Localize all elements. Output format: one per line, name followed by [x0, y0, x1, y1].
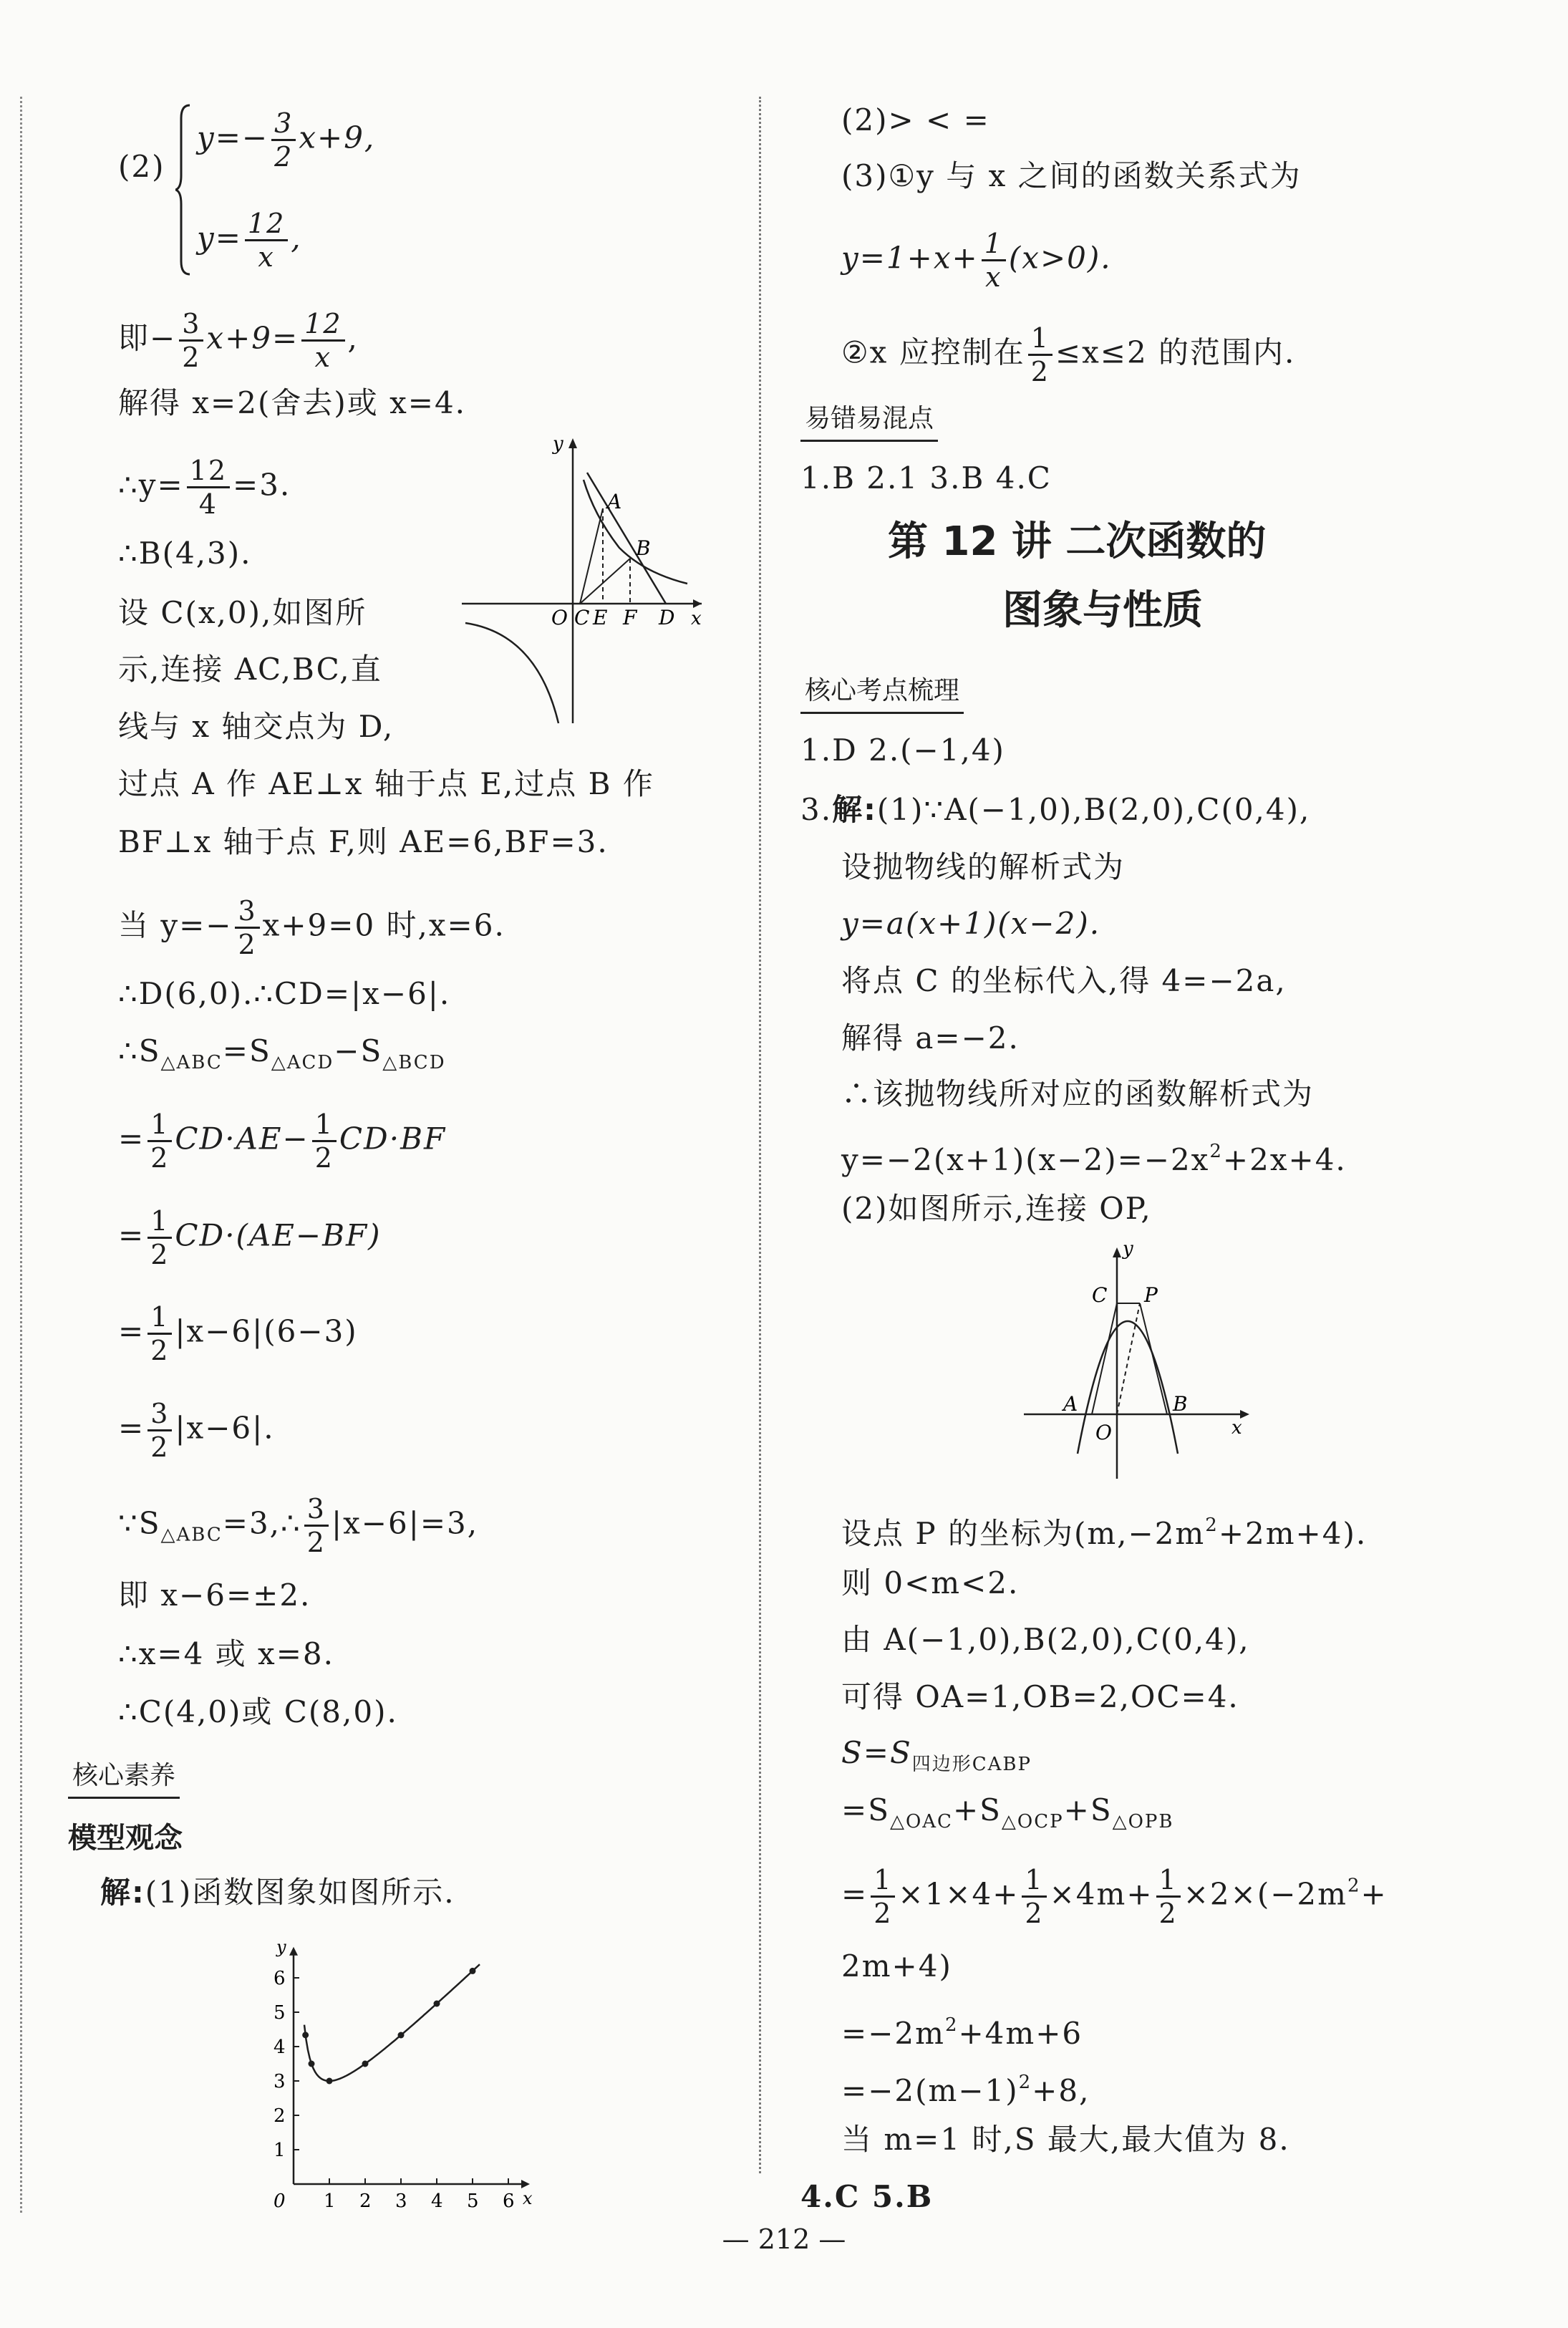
text-jiede: 解得 x=2(舍去)或 x=4.	[118, 385, 467, 420]
data-point	[362, 2061, 369, 2067]
data-point	[326, 2078, 333, 2085]
text-r-you: 由 A(−1,0),B(2,0),C(0,4),	[841, 1622, 1250, 1657]
text-guo2: BF⊥x 轴于点 F,则 AE=6,BF=3.	[118, 824, 609, 859]
y-tick-label: 6	[274, 1968, 286, 1989]
text-xian: 线与 x 轴交点为 D,	[118, 709, 395, 744]
eq-r4: y=1+x+ $\frac{1}{x}$ (x>0).	[841, 228, 1112, 293]
fig1-x-label: x	[691, 608, 702, 629]
fig1-D: D	[659, 606, 675, 629]
eq-r-yfinal: $y=-2(x+1)(x-2)=-2x^2+2x+4$.	[841, 1141, 1347, 1177]
text-B: ∴B(4,3).	[118, 536, 252, 571]
fig1-O: O	[551, 606, 568, 629]
x-axis-label: x	[523, 2188, 533, 2208]
data-point	[398, 2032, 405, 2039]
section-model-concept: 模型观念	[68, 1822, 183, 1855]
fig1-B: B	[636, 536, 651, 560]
eq-y3: ∴y= $\frac{12}{4}$ =3.	[118, 455, 291, 520]
left-margin-rule	[20, 97, 22, 2213]
text-r2: (2)> < =	[841, 102, 990, 137]
x-tick-label: 4	[431, 2191, 443, 2212]
heading-error-prone: 易错易混点	[800, 401, 938, 442]
figure-hyperbola	[451, 430, 709, 730]
eq-r-S2: $=S_{\triangle OAC}+S_{\triangle OCP}+S_{\triangle OPB}$	[841, 1792, 1174, 1832]
x-tick-label: 6	[503, 2191, 515, 2212]
text-r-2: (2)如图所示,连接 OP,	[841, 1191, 1152, 1226]
fig1-y-label: y	[553, 433, 563, 455]
text-r-ya: y=a(x+1)(x−2).	[841, 906, 1101, 941]
eq-e1: = $\frac{1}{2}$ CD·AE− $\frac{1}{2}$ CD·BF	[118, 1109, 447, 1174]
eq-ji: 即− $\frac{3}{2}$ x+9= $\frac{12}{x}$ ,	[118, 308, 359, 373]
text-r-kede: 可得 OA=1,OB=2,OC=4.	[841, 1679, 1239, 1714]
text-r-she: 设抛物线的解析式为	[841, 849, 1126, 884]
text-shi: 示,连接 AC,BC,直	[118, 652, 382, 687]
x-tick-label: 3	[395, 2191, 407, 2212]
data-point	[434, 2001, 440, 2007]
segment-PB	[1140, 1303, 1167, 1414]
y-tick-label: 3	[274, 2071, 286, 2092]
y-tick-label: 2	[274, 2105, 286, 2127]
answers-1: 1.B 2.1 3.B 4.C	[800, 460, 1052, 496]
fig1-A: A	[607, 490, 622, 513]
hyperbola-branch-2	[465, 623, 558, 723]
x-tick-label: 1	[324, 2191, 336, 2212]
left-brace	[175, 104, 191, 276]
eq-e2: = $\frac{1}{2}$ CD·(AE−BF)	[118, 1205, 382, 1270]
eq-r-S: $S=S_{四边形CABP}$	[841, 1735, 1032, 1775]
text-x48: ∴x=4 或 x=8.	[118, 1636, 334, 1671]
y-axis-label: y	[276, 1936, 286, 1957]
fig1-F: F	[623, 606, 637, 629]
y-tick-label: 1	[274, 2140, 286, 2161]
text-jie1: 解:(1)函数图象如图所示.	[100, 1875, 455, 1910]
line-BC	[580, 559, 630, 604]
fig1-C: C	[574, 606, 590, 629]
parabola	[1078, 1321, 1178, 1454]
system-eq1: y=− $\frac{3}{2}$ x+9,	[197, 107, 376, 173]
function-curve	[304, 1964, 480, 2081]
y-tick-label: 5	[274, 2002, 286, 2024]
eq-e4: = $\frac{3}{2}$ |x−6|.	[118, 1398, 275, 1463]
figure-function-graph	[251, 1926, 551, 2213]
system-eq2: y= $\frac{12}{x}$ ,	[197, 208, 302, 273]
x-tick-label: 5	[467, 2191, 479, 2212]
text-r3-solution: 3.解:(1)∵A(−1,0),B(2,0),C(0,4),	[800, 792, 1311, 827]
origin-label: 0	[274, 2191, 286, 2212]
heading-core-points: 核心考点梳理	[800, 673, 964, 714]
text-r-jie: 解得 a=−2.	[841, 1020, 1020, 1056]
heading-core-literacy: 核心素养	[68, 1758, 180, 1799]
answers-3: 4.C 5.B	[800, 2179, 934, 2214]
eq-r-S5: $=-2m^2+4m+6$	[841, 2014, 1083, 2051]
fig2-C: C	[1092, 1283, 1108, 1307]
eq-e3: = $\frac{1}{2}$ |x−6|(6−3)	[118, 1301, 358, 1366]
system-label: (2)	[118, 149, 165, 184]
eq-r-P: 设点 P 的坐标为$(m,-2m^2+2m+4)$.	[841, 1515, 1368, 1551]
eq-r-S3: = $\frac{1}{2}$ ×1×4+ $\frac{1}{2}$ ×4m+ $\frac{1}{2}$ $\times 2\times(-2m^2+$	[841, 1864, 1388, 1929]
lecture-title-line2: 图象与性质	[1002, 587, 1203, 634]
x-axis-arrow	[521, 2180, 530, 2188]
text-C: ∴C(4,0)或 C(8,0).	[118, 1694, 398, 1729]
eq-r-S6: $=-2(m-1)^2+8$,	[841, 2072, 1090, 2108]
fig2-P: P	[1144, 1283, 1158, 1307]
x-tick-label: 2	[359, 2191, 372, 2212]
text-r-jiang: 将点 C 的坐标代入,得 4=−2a,	[841, 963, 1287, 998]
text-ji2: 即 x−6=±2.	[118, 1578, 311, 1613]
text-r3: (3)①y 与 x 之间的函数关系式为	[841, 158, 1302, 193]
column-divider	[759, 97, 761, 2173]
data-point	[302, 2032, 309, 2038]
text-r-gai: ∴该抛物线所对应的函数解析式为	[841, 1076, 1315, 1111]
y-axis-arrow	[289, 1947, 298, 1956]
text-guo1: 过点 A 作 AE⊥x 轴于点 E,过点 B 作	[118, 766, 654, 801]
text-r-ze: 则 0<m<2.	[841, 1565, 1020, 1600]
eq-because: $\because S_{\triangle ABC}=3,\therefore$ $\frac{3}{2}$ |x−6|=3,	[118, 1493, 479, 1558]
fig2-B: B	[1173, 1392, 1188, 1416]
text-D: ∴D(6,0).∴CD=|x−6|.	[118, 976, 451, 1011]
fig1-E: E	[593, 606, 608, 629]
eq-r-S4: 2m+4)	[841, 1948, 952, 1984]
text-she: 设 C(x,0),如图所	[118, 595, 367, 630]
line-AD	[587, 473, 666, 604]
fig2-O: O	[1095, 1421, 1112, 1444]
page-number: — 212 —	[722, 2223, 846, 2255]
data-point	[309, 2061, 315, 2067]
answers-2: 1.D 2.(−1,4)	[800, 733, 1005, 768]
lecture-title-line1: 第 12 讲 二次函数的	[888, 518, 1267, 565]
segment-OP	[1117, 1303, 1140, 1414]
data-point	[470, 1968, 476, 1974]
figure-parabola	[1017, 1239, 1260, 1489]
eq-r5: ②x 应控制在 $\frac{1}{2}$ ≤x≤2 的范围内.	[841, 322, 1296, 387]
line-AC	[580, 508, 603, 604]
fig2-x-label: x	[1231, 1417, 1242, 1439]
eq-S1: $\therefore S_{\triangle ABC}=S_{\triangle ACD}-S_{\triangle BCD}$	[118, 1033, 446, 1073]
eq-dang: 当 y=− $\frac{3}{2}$ x+9=0 时,x=6.	[118, 895, 505, 960]
segment-AC	[1092, 1303, 1117, 1414]
text-r-dang: 当 m=1 时,S 最大,最大值为 8.	[841, 2122, 1290, 2157]
fig2-A: A	[1063, 1392, 1078, 1416]
y-tick-label: 4	[274, 2037, 286, 2058]
fig2-y-label: y	[1123, 1239, 1133, 1260]
hyperbola-branch-1	[584, 480, 687, 584]
